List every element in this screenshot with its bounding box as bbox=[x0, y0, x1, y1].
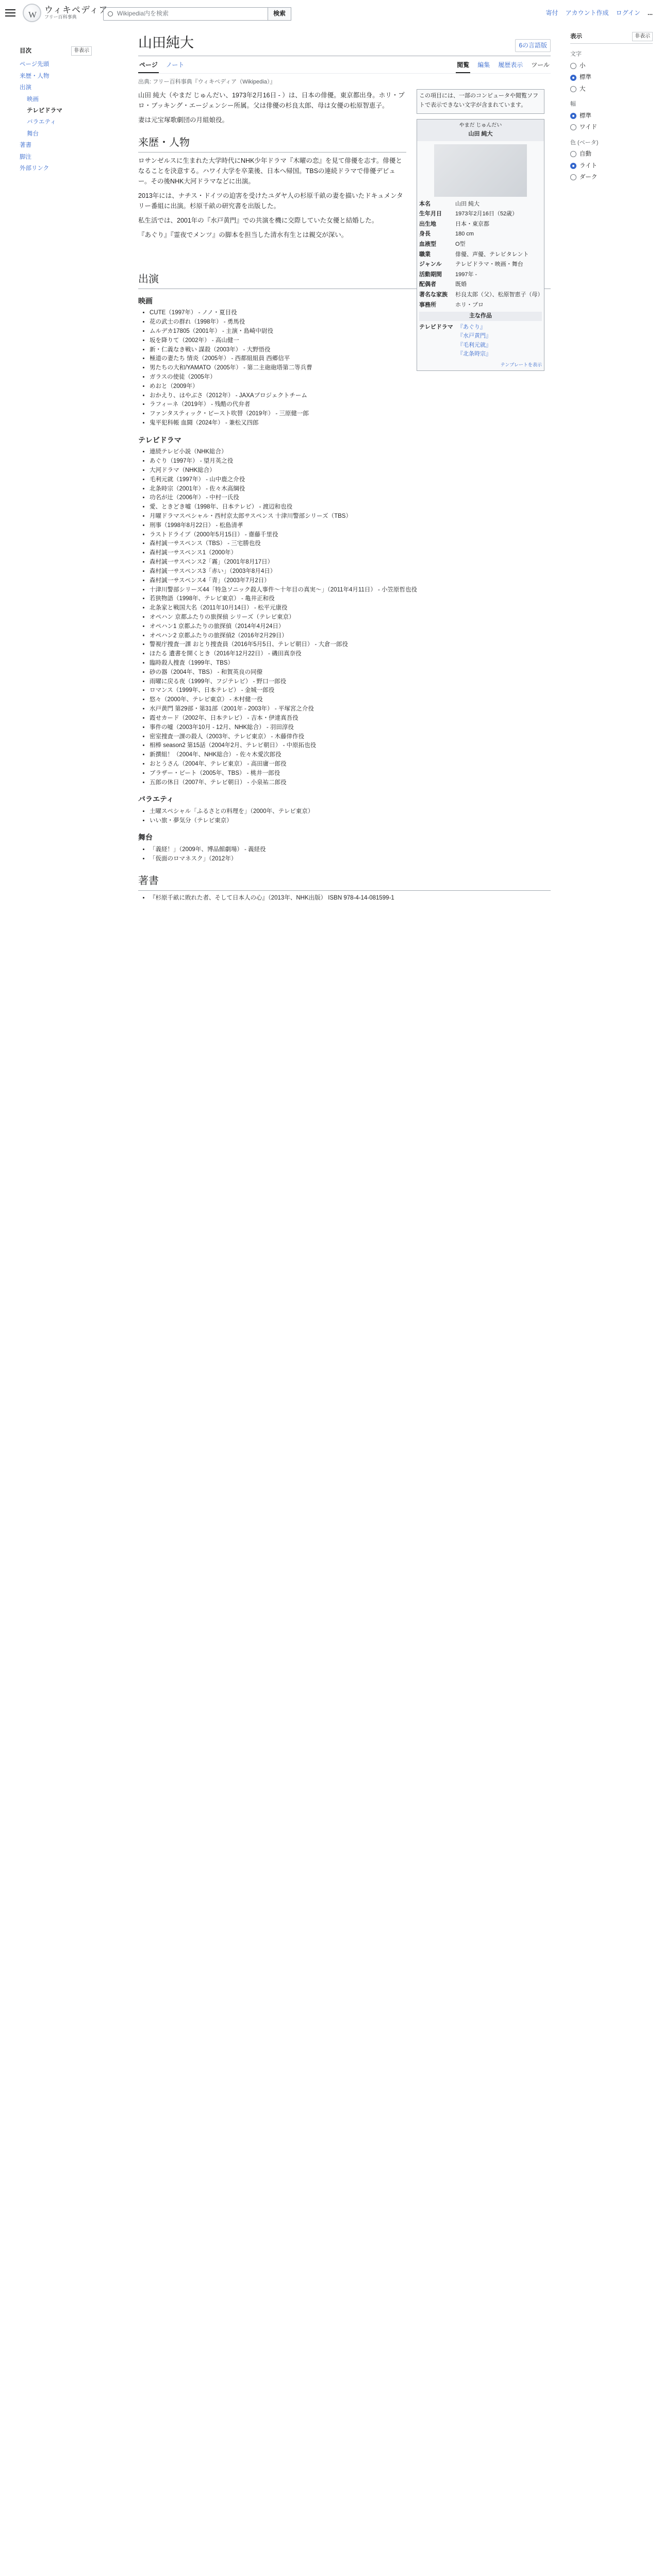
main-content bbox=[138, 32, 551, 903]
tab-article[interactable]: ページ bbox=[138, 58, 159, 73]
color-heading: 色 (ベータ) bbox=[570, 139, 599, 146]
list-item: • 極道の妻たち 情炎（2005年） - 西都組組員 西郷信平 bbox=[150, 354, 551, 364]
list-item: • CUTE（1997年） - ノノ・夏目役 bbox=[150, 309, 551, 318]
list-item: • 密室捜査一課の殺人（2003年、テレビ東京） - 木藤倖作役 bbox=[150, 733, 551, 742]
list-item: • 森村誠一サスペンス（TBS） - 三宅勝也役 bbox=[150, 539, 551, 549]
infobox-name: 山田 純大 bbox=[468, 130, 493, 137]
donate-link[interactable]: 寄付 bbox=[545, 9, 558, 16]
radio-circle-icon bbox=[570, 151, 576, 157]
toc-item[interactable]: 映画 bbox=[27, 96, 39, 103]
list-item: • おとうさん（2004年、テレビ東京） - 高田庸一郎役 bbox=[150, 760, 551, 769]
radio-label: ダーク bbox=[580, 174, 598, 180]
infobox-key: 血液型 bbox=[419, 241, 436, 247]
template-link[interactable]: テンプレートを表示 bbox=[500, 362, 542, 368]
infobox-row bbox=[419, 270, 542, 280]
site-logo[interactable] bbox=[23, 4, 108, 22]
infobox-row bbox=[419, 250, 542, 260]
list-item: • 五郎の休日（2007年、テレビ朝日） - 小泉祐二郎役 bbox=[150, 778, 551, 788]
infobox-key: 生年月日 bbox=[419, 211, 442, 217]
list-item: • 男たちの大和/YAMATO（2005年） - 第二主砲砲塔第二等兵曹 bbox=[150, 364, 551, 373]
list-item: • 愛、ときどき嘘（1998年、日本テレビ） - 渡辺和也役 bbox=[150, 503, 551, 512]
infobox-row bbox=[419, 220, 542, 229]
list-item: • 相棒 season2 第15話（2004年2月、テレビ朝日） - 中原拓也役 bbox=[150, 741, 551, 751]
infobox-work-link[interactable]: 『北条時宗』 bbox=[457, 351, 491, 358]
search-form bbox=[103, 7, 291, 21]
list-item: • 雨曜に戻る夜（1999年、フジテレビ） - 野口一郎役 bbox=[150, 677, 551, 687]
infobox-value: 山田 純大 bbox=[455, 200, 480, 207]
page-title: 山田純大 bbox=[138, 35, 194, 50]
list-item: • 北条時宗（2001年） - 佐々木高綱役 bbox=[150, 485, 551, 494]
list-item: • 新撰組！（2004年、NHK総合） - 佐々木愛次郎役 bbox=[150, 751, 551, 760]
radio-circle-icon bbox=[570, 113, 576, 119]
infobox-key: 事務所 bbox=[419, 301, 436, 308]
list-item: • 毛利元就（1997年） - 山中鹿之介役 bbox=[150, 476, 551, 485]
list-item: • 砂の器（2004年、TBS） - 和賀英良の同僚 bbox=[150, 668, 551, 677]
table-of-contents bbox=[20, 46, 92, 174]
radio-option[interactable] bbox=[570, 123, 653, 132]
list-item: • 水戸黄門 第29部・第31部（2001年 - 2003年） - 平塚宮之介役 bbox=[150, 705, 551, 714]
list-item: • 「義経！」（2009年、博品館劇場） - 義経役 bbox=[150, 845, 551, 855]
site-subtitle: フリー百科事典 bbox=[44, 14, 77, 20]
wikipedia-globe-icon bbox=[23, 4, 41, 22]
list-item: • 土曜スペシャル「ふるさとの料理を」（2000年、テレビ東京） bbox=[150, 807, 551, 817]
radio-option[interactable] bbox=[570, 173, 653, 182]
portrait-placeholder bbox=[434, 144, 527, 197]
radio-option[interactable] bbox=[570, 73, 653, 82]
radio-circle-icon bbox=[570, 174, 576, 180]
radio-label: ワイド bbox=[580, 124, 598, 131]
radio-option[interactable] bbox=[570, 84, 653, 94]
list-item: • 月曜ドラマスペシャル・西村京太郎サスペンス 十津川警部シリーズ（TBS） bbox=[150, 512, 551, 521]
list-item: • 悠々（2000年、テレビ東京） - 木村健一役 bbox=[150, 696, 551, 705]
infobox-key: 本名 bbox=[419, 200, 431, 207]
heading-movies: 映画 bbox=[138, 296, 153, 305]
infobox-key: 出生地 bbox=[419, 221, 436, 227]
list-item: • 花の武士の群れ（1998年） - 勇馬役 bbox=[150, 318, 551, 327]
toc-item[interactable]: ページ先頭 bbox=[20, 61, 49, 68]
infobox-work-link[interactable]: 『水戸黄門』 bbox=[457, 333, 491, 340]
radio-label: 自動 bbox=[580, 151, 591, 158]
list-item: • 森村誠一サスペンス3「赤い」（2003年8月4日） bbox=[150, 567, 551, 577]
list-item: • オペハン2 京都ふたりの旅探偵2（2016年2月29日） bbox=[150, 632, 551, 641]
list-item: • おかえり、はやぶさ（2012年） - JAXAプロジェクトチーム bbox=[150, 392, 551, 401]
infobox-row bbox=[419, 200, 542, 209]
radio-label: 標準 bbox=[580, 74, 591, 81]
tab-tools[interactable]: ツール bbox=[531, 61, 550, 69]
heading-variety: バラエティ bbox=[138, 795, 174, 804]
list-item: • オペハン 京都ふたりの旅探偵 シリーズ（テレビ東京） bbox=[150, 613, 551, 622]
tab-talk[interactable]: ノート bbox=[166, 61, 185, 69]
list-item: • ラストドライブ（2000年5月15日） - 齋藤千里役 bbox=[150, 531, 551, 540]
list-item: • 「仮面のロマネスク」（2012年） bbox=[150, 855, 551, 864]
heading-tv: テレビドラマ bbox=[138, 435, 181, 444]
text-size-heading: 文字 bbox=[570, 51, 582, 58]
login-link[interactable]: ログイン bbox=[616, 9, 640, 16]
more-menu-icon[interactable]: ... bbox=[647, 9, 653, 16]
career-paragraph-2: 2013年には、ナチス・ドイツの迫害を受けたユダヤ人の杉原千畝の妻を描いたドキュメンタリー番組に出演。杉原千畝の研究書を出版した。 bbox=[138, 192, 403, 210]
infobox-kana: やまだ じゅんだい bbox=[459, 122, 502, 128]
list-item: • ロマンス（1999年、日本テレビ） - 金城一郎役 bbox=[150, 686, 551, 696]
toc-item[interactable]: 脚注 bbox=[20, 154, 31, 160]
infobox-key: ジャンル bbox=[419, 261, 442, 268]
list-item: • 臨時殺人捜査（1999年、TBS） bbox=[150, 659, 551, 668]
radio-label: ライト bbox=[580, 162, 598, 169]
appearance-title: 表示 bbox=[570, 33, 582, 40]
list-item: • 刑事（1998年8月22日） - 松島清孝 bbox=[150, 521, 551, 531]
infobox-works-key: テレビドラマ bbox=[419, 324, 453, 330]
toc-item[interactable]: 著書 bbox=[20, 142, 31, 149]
list-item: • 霞せカード（2002年、日本テレビ） - 吉本・伊達真吾役 bbox=[150, 714, 551, 723]
infobox-key: 活動期間 bbox=[419, 271, 442, 278]
infobox-key: 配偶者 bbox=[419, 281, 436, 288]
char-notice: この項目には、一部のコンピュータや閲覧ソフトで表示できない文字が含まれています。 bbox=[417, 89, 544, 114]
list-item: • 若狭物語（1998年、テレビ東京） - 亀井正和役 bbox=[150, 595, 551, 604]
infobox-value: 俳優、声優、テレビタレント bbox=[455, 251, 529, 258]
infobox-section-works: 主な作品 bbox=[419, 312, 542, 321]
list-item: • 連続テレビ小説（NHK総合） bbox=[150, 448, 551, 457]
heading-appearances: 出演 bbox=[138, 273, 159, 285]
infobox-row bbox=[419, 280, 542, 290]
toc-item[interactable]: テレビドラマ bbox=[27, 107, 62, 114]
list-item: • いい旅・夢気分（テレビ東京） bbox=[150, 817, 551, 826]
width-heading: 幅 bbox=[570, 101, 576, 108]
list-item: • 北条家と戦国大名（2011年10月14日） - 松平元康役 bbox=[150, 604, 551, 613]
infobox-row bbox=[419, 240, 542, 249]
radio-option[interactable] bbox=[570, 61, 653, 71]
appearance-panel bbox=[570, 32, 653, 184]
infobox-work-link[interactable]: 『毛利元就』 bbox=[457, 342, 491, 348]
infobox-value: 日本・東京都 bbox=[455, 221, 489, 227]
list-item: • ブラザー・ビート（2005年、TBS） - 桃井一郎役 bbox=[150, 769, 551, 778]
toc-item[interactable]: バラエティ bbox=[27, 119, 56, 126]
toc-item[interactable]: 出演 bbox=[20, 84, 31, 91]
infobox-value: 杉良太郎（父）、松原智恵子（母） bbox=[455, 291, 543, 298]
tab-edit[interactable]: 編集 bbox=[477, 61, 490, 69]
infobox-value: テレビドラマ・映画・舞台 bbox=[455, 261, 523, 268]
list-item: • 鬼平犯科帳 血闘（2024年） - 兼松又四郎 bbox=[150, 419, 551, 428]
list-item: • ガラスの使徒（2005年） bbox=[150, 373, 551, 382]
list-item: • ムルデカ17805（2001年） - 主演・島崎中尉役 bbox=[150, 327, 551, 336]
infobox-key: 身長 bbox=[419, 231, 431, 238]
lead-paragraph-1: 山田 純大（やまだ じゅんだい、1973年2月16日 - ）は、日本の俳優。東京都出身。ホリ・プロ・ブッキング・エージェンシー所属。父は俳優の杉良太郎、母は女優の松原智恵子。 bbox=[138, 91, 405, 109]
toc-title: 目次 bbox=[20, 48, 31, 54]
list-item: • めおと（2009年） bbox=[150, 382, 551, 392]
list-item: • 十津川警部シリーズ44「特急ソニック殺人事件〜十年目の真実〜」（2011年4月11日） - 小笠原哲也役 bbox=[150, 586, 551, 595]
career-paragraph-4: 『あぐり』『霊夜でメンツ』の脚本を担当した清水有生とは親交が深い。 bbox=[138, 231, 348, 239]
infobox-value: ホリ・プロ bbox=[455, 301, 484, 308]
search-button[interactable]: 検索 bbox=[268, 7, 291, 21]
list-item: • 事件の嘘（2003年10月 - 12月、NHK総合） - 羽田淳役 bbox=[150, 723, 551, 733]
language-button[interactable]: 6の言語版 bbox=[515, 39, 551, 52]
user-links bbox=[546, 8, 653, 18]
book-item: • 『杉原千畝に敗れた者、そして日本人の心』（2013年、NHK出版） ISBN 978-4-14-081599-1 bbox=[150, 894, 551, 903]
infobox-value: 1973年2月16日（52歳） bbox=[455, 211, 518, 217]
list-item: • 新・仁義なき戦い 謀殺（2003年） - 大野悟役 bbox=[150, 346, 551, 355]
infobox-row bbox=[419, 301, 542, 310]
list-item: • 森村誠一サスペンス2「霧」（2001年8月17日） bbox=[150, 558, 551, 567]
heading-stage: 舞台 bbox=[138, 833, 153, 842]
infobox-row bbox=[419, 230, 542, 239]
heading-career: 来歴・人物 bbox=[138, 137, 190, 148]
tab-read[interactable]: 閲覧 bbox=[456, 58, 470, 73]
toc-item[interactable]: 舞台 bbox=[27, 130, 39, 137]
radio-label: 大 bbox=[580, 86, 586, 92]
site-title: ウィキペディア bbox=[44, 5, 108, 15]
tab-history[interactable]: 履歴表示 bbox=[498, 61, 523, 69]
career-paragraph-1: ロサンゼルスに生まれた大学時代にNHK少年ドラマ『木曜の恋』を見て俳優を志す。俳優となることを決意する。ハワイ大学を卒業後、日本へ帰国。TBSの連続ドラマで俳優デビュー。その後NHK大河ドラマなどに出演。 bbox=[138, 157, 402, 185]
infobox-value: 180 cm bbox=[455, 231, 474, 238]
list-item: • 警視庁捜査一課 おとり捜査員（2016年5月5日、テレビ朝日） - 大倉一郎役 bbox=[150, 640, 551, 650]
infobox-row bbox=[419, 210, 542, 219]
radio-circle-icon bbox=[570, 86, 576, 92]
infobox-value: 既婚 bbox=[455, 281, 467, 288]
infobox-work-link[interactable]: 『あぐり』 bbox=[457, 324, 486, 330]
infobox-row bbox=[419, 291, 542, 300]
page-tabs bbox=[138, 58, 551, 74]
toc-item[interactable]: 来歴・人物 bbox=[20, 73, 49, 79]
radio-option[interactable] bbox=[570, 149, 653, 159]
radio-circle-icon bbox=[570, 163, 576, 169]
heading-books: 著書 bbox=[138, 875, 159, 887]
search-input[interactable]: Wikipedia内を検索 bbox=[103, 7, 268, 21]
infobox-value: 1997年 - bbox=[455, 271, 477, 278]
main-menu-icon[interactable] bbox=[5, 9, 15, 16]
list-item: • 森村誠一サスペンス1（2000年） bbox=[150, 549, 551, 558]
toc-item[interactable]: 外部リンク bbox=[20, 165, 49, 172]
infobox bbox=[417, 119, 544, 371]
list-item: • ファンタスティック・ビースト吹替（2019年） - 三原健一郎 bbox=[150, 410, 551, 419]
list-item: • ラフィーネ（2019年） - 残酷の代弁者 bbox=[150, 400, 551, 410]
create-account-link[interactable]: アカウント作成 bbox=[565, 9, 609, 16]
radio-label: 標準 bbox=[580, 112, 591, 119]
list-item: • ほたる 遺書を開くとき（2016年12月22日） - 磯田真奈役 bbox=[150, 650, 551, 659]
appearance-hide-button[interactable]: 非表示 bbox=[632, 32, 653, 41]
article-source: 出典: フリー百科事典『ウィキペディア（Wikipedia）』 bbox=[138, 79, 276, 86]
infobox-row bbox=[419, 260, 542, 269]
radio-circle-icon bbox=[570, 63, 576, 69]
list-item: • 大河ドラマ（NHK総合） bbox=[150, 466, 551, 476]
list-item: • 森村誠一サスペンス4「青」（2003年7月2日） bbox=[150, 577, 551, 586]
list-item: • オペハン1 京都ふたりの旅探偵（2014年4月24日） bbox=[150, 622, 551, 632]
radio-circle-icon bbox=[570, 124, 576, 130]
site-header bbox=[0, 0, 662, 26]
infobox-key: 職業 bbox=[419, 251, 431, 258]
list-item: • 功名が辻（2006年） - 中村一氏役 bbox=[150, 494, 551, 503]
radio-option[interactable] bbox=[570, 111, 653, 121]
radio-option[interactable] bbox=[570, 161, 653, 171]
radio-circle-icon bbox=[570, 75, 576, 81]
career-paragraph-3: 私生活では、2001年の『水戸黄門』での共演を機に交際していた女優と結婚した。 bbox=[138, 216, 378, 224]
list-item: • 坂を降りて（2002年） - 高山健一 bbox=[150, 336, 551, 346]
radio-label: 小 bbox=[580, 62, 586, 69]
toc-hide-button[interactable]: 非表示 bbox=[71, 46, 92, 56]
lead-paragraph-2: 妻は元宝塚歌劇団の月組娘役。 bbox=[138, 116, 229, 124]
list-item: • あぐり（1997年） - 望月英之役 bbox=[150, 457, 551, 466]
infobox-key: 著名な家族 bbox=[419, 291, 448, 298]
infobox-value: O型 bbox=[455, 241, 466, 247]
